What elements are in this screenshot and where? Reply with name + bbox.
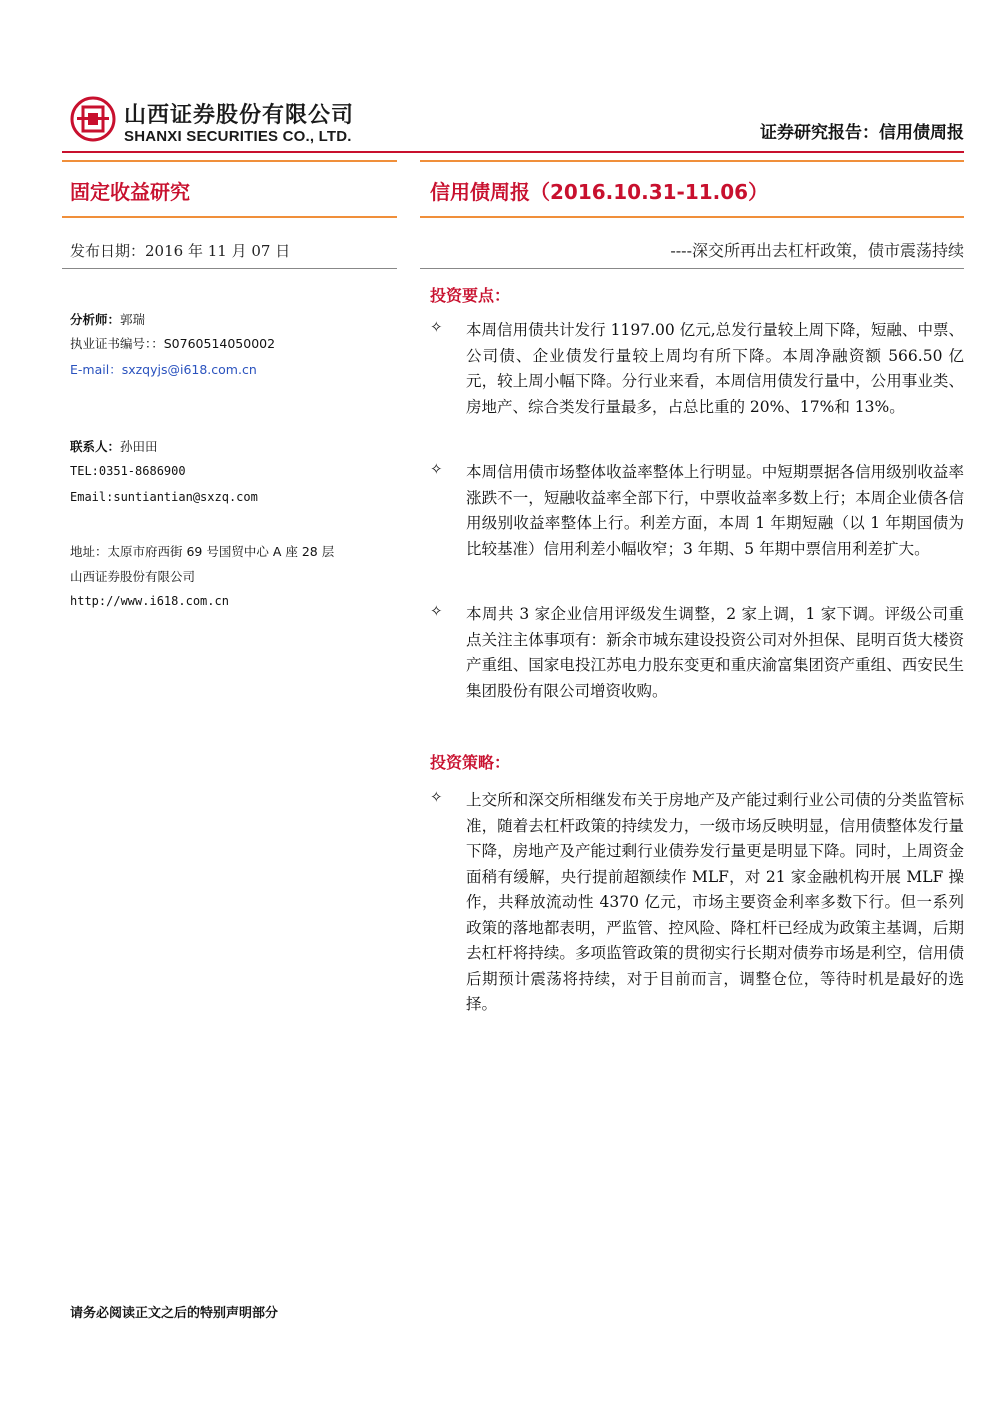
key-point-text: 本周信用债共计发行 1197.00 亿元,总发行量较上周下降，短融、中票、公司债、企业债发行量较上周均有所下降。本周净融资额 566.50 亿元，较上周小幅下降。分行业来看，本周信用债发行量中，公用事业类、房地产、综合类发行量最多，占总比重的 20%、17%和 13%。 [466, 321, 964, 416]
key-point-1 [430, 318, 964, 448]
report-type: 证券研究报告：信用债周报 [760, 123, 964, 143]
strategy-text: 上交所和深交所相继发布关于房地产及产能过剩行业公司债的分类监管标准，随着去杠杆政策的持续发力，一级市场反映明显，信用债整体发行量下降，房地产及产能过剩行业债券发行量更是明显下降。同时，上周资金面稍有缓解，央行提前超额续作 MLF，对 21 家金融机构开展 MLF 操作，共释放流动性 4370 亿元，市场主要资金利率多数下行。但一系列政策的落地都表明，严监管、控风险、降杠杆已经成为政策主基调，后期去杠杆将持续。多项监管政策的贯彻实行长期对债券市场是利空，信用债后期预计震荡将持续，对于目前而言，调整仓位，等待时机是最好的选择。 [466, 791, 964, 1013]
diamond-outline-icon: ✧ [430, 788, 443, 806]
company-name-en: SHANXI SECURITIES CO., LTD. [124, 128, 352, 145]
contact-label: 联系人： [70, 439, 121, 454]
strategy-point [430, 788, 964, 1078]
company-name-cn: 山西证券股份有限公司 [124, 103, 355, 128]
header-divider [62, 151, 964, 153]
report-subtitle: ----深交所再出去杠杆政策，债市震荡持续 [670, 241, 964, 260]
analyst-label: 分析师： [70, 312, 121, 327]
right-top-rule [420, 160, 964, 162]
strategy-heading: 投资策略： [430, 753, 511, 772]
address: 地址：太原市府西街 69 号国贸中心 A 座 28 层 [70, 544, 335, 559]
left-date-rule [62, 268, 397, 269]
left-title-rule [62, 216, 397, 218]
publish-date: 发布日期：2016 年 11 月 07 日 [70, 242, 291, 260]
key-point-3 [430, 602, 964, 732]
analyst-name: 郭瑞 [120, 312, 146, 327]
diamond-outline-icon: ✧ [430, 602, 443, 620]
contact-name: 孙田田 [120, 439, 158, 454]
company-logo [70, 96, 116, 142]
certificate-number: 执业证书编号：：S0760514050002 [70, 336, 276, 351]
report-title: 信用债周报（2016.10.31-11.06） [430, 180, 769, 204]
right-subtitle-rule [420, 268, 964, 269]
diamond-outline-icon: ✧ [430, 318, 443, 336]
key-point-text: 本周共 3 家企业信用评级发生调整，2 家上调，1 家下调。评级公司重点关注主体事项有：新余市城东建设投资公司对外担保、昆明百货大楼资产重组、国家电投江苏电力股东变更和重庆渝富集团资产重组、西安民生集团股份有限公司增资收购。 [466, 605, 964, 700]
key-point-2 [430, 460, 964, 590]
contact-tel: TEL:0351-8686900 [70, 464, 186, 478]
key-point-text: 本周信用债市场整体收益率整体上行明显。中短期票据各信用级别收益率涨跌不一，短融收益率全部下行，中票收益率多数上行；本周企业债各信用级别收益率整体上行。利差方面，本周 1 年期短融（以 1 年期国债为比较基准）信用利差小幅收窄；3 年期、5 年期中票信用利差扩大。 [466, 463, 964, 558]
analyst [70, 310, 145, 328]
left-top-rule [62, 160, 397, 162]
section-title: 固定收益研究 [70, 180, 190, 204]
key-points-heading: 投资要点： [430, 286, 511, 305]
website-link[interactable]: http://www.i618.com.cn [70, 594, 229, 608]
right-title-rule [420, 216, 964, 218]
diamond-outline-icon: ✧ [430, 460, 443, 478]
analyst-email[interactable]: E-mail：sxzqyjs@i618.com.cn [70, 362, 257, 377]
disclaimer-notice: 请务必阅读正文之后的特别声明部分 [70, 1306, 279, 1321]
company-line: 山西证券股份有限公司 [70, 569, 196, 584]
contact [70, 437, 158, 455]
contact-email[interactable]: Email:suntiantian@sxzq.com [70, 490, 258, 504]
